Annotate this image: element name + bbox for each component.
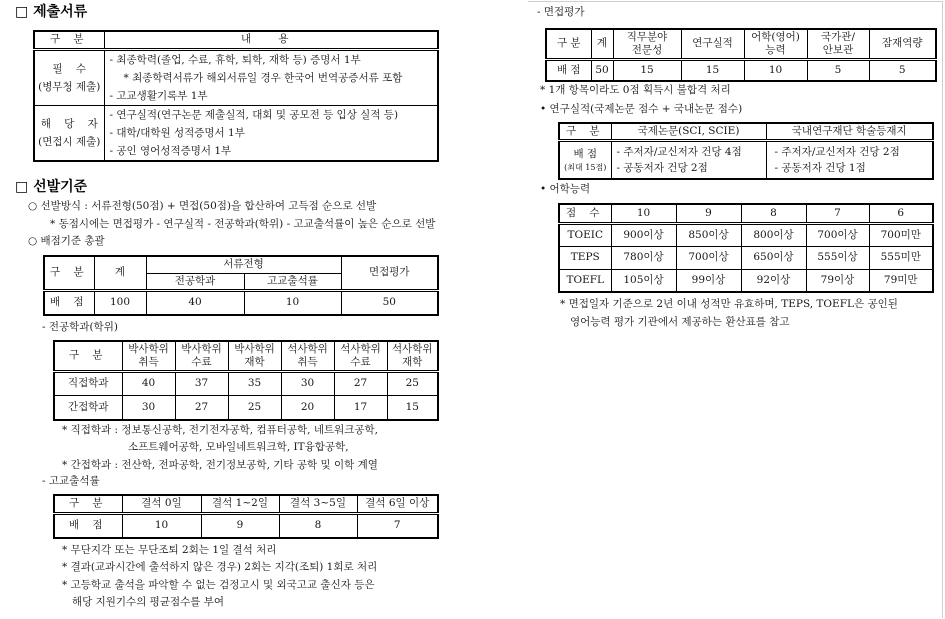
content-line: - 공인 영어성적증명서 1부 (109, 144, 232, 157)
attendance-title: - 고교출석률 (42, 475, 100, 487)
content-line: - 공동저자 건당 1점 (774, 161, 866, 174)
table-cell: 배 점 (44, 290, 94, 315)
table-cell: 555미만 (869, 246, 933, 269)
table-header-cell: 10 (611, 204, 676, 223)
table-header-cell: 구 분 (559, 123, 611, 140)
score-summary-title: ○ 배점기준 총괄 (28, 235, 105, 247)
table-cell: 5 (869, 59, 936, 81)
research-score-table (558, 122, 934, 180)
table-cell: 15 (613, 59, 681, 81)
table-header-row (559, 123, 933, 140)
table-header-cell: 박사학위 재학 (228, 341, 281, 371)
table-cell: 555이상 (806, 246, 869, 269)
table-cell: 105이상 (611, 269, 676, 292)
section-heading-submission: □ 제출서류 (15, 4, 88, 20)
table-cell: 35 (228, 371, 281, 395)
table-header-cell: 결석 1~2일 (201, 495, 279, 513)
table-row (559, 140, 933, 179)
table-row (54, 395, 438, 420)
table-cell: 배 점 (54, 513, 122, 538)
attendance-note: * 결과(교과시간에 출석하지 않은 경우) 2회는 지각(조퇴) 1회로 처리 (62, 561, 378, 573)
table-header-cell: 박사학위 취득 (122, 341, 175, 371)
table-header-cell: 내 용 (104, 31, 438, 49)
row-sublabel: (병무청 제출) (38, 80, 101, 93)
interview-zero-score-note: * 1개 항목이라도 0점 획득시 불합격 처리 (540, 84, 731, 96)
table-cell: 9 (201, 513, 279, 538)
row-label-cell (559, 140, 611, 179)
table-header-cell: 박사학위 수료 (175, 341, 228, 371)
table-cell: 650이상 (741, 246, 806, 269)
table-cell: TOEFL (559, 269, 611, 292)
table-cell: 15 (387, 395, 438, 420)
table-cell: 27 (334, 371, 387, 395)
table-cell: 간접학과 (54, 395, 122, 420)
table-cell: 직접학과 (54, 371, 122, 395)
table-header-cell: 6 (869, 204, 933, 223)
table-cell: 700이상 (806, 223, 869, 246)
row-label: 필 수 (52, 62, 92, 75)
table-header-cell: 8 (741, 204, 806, 223)
content-line: - 주저자/교신저자 건당 4점 (616, 145, 742, 158)
row-label-cell (34, 105, 104, 161)
row-label: 배 점 (573, 147, 598, 160)
table-header-cell: 계 (94, 256, 146, 290)
content-line: - 고교생활기록부 1부 (109, 89, 208, 102)
language-title: • 어학능력 (540, 183, 591, 195)
table-header-cell: 구 분 (54, 341, 122, 371)
table-header-cell: 9 (676, 204, 741, 223)
content-line: - 연구실적(연구논문 제출실적, 대회 및 공모전 등 입상 실적 등) (109, 108, 399, 121)
major-score-table (53, 340, 439, 421)
table-cell: 8 (279, 513, 357, 538)
table-header-cell: 석사학위 수료 (334, 341, 387, 371)
direct-major-note-continued: 소프트웨어공학, 모바일네트워크학, IT융합공학, (128, 441, 349, 453)
table-cell: 850이상 (676, 223, 741, 246)
table-cell: 10 (744, 59, 807, 81)
content-line: - 대학/대학원 성적증명서 1부 (109, 126, 245, 139)
tie-break-note: * 동점시에는 면접평가 - 연구실적 - 전공학과(학위) - 고교출석률이 높은 순으로 선발 (50, 218, 436, 230)
table-cell: 50 (341, 290, 438, 315)
table-header-cell: 면접평가 (341, 256, 438, 290)
table-header-row (54, 495, 438, 513)
table-cell: 900이상 (611, 223, 676, 246)
table-header-cell: 구 분 (546, 29, 591, 59)
table-row (546, 59, 936, 81)
table-header-cell: 고교출석률 (244, 273, 341, 290)
table-header-cell: 구 분 (34, 31, 104, 49)
table-row (559, 246, 933, 269)
table-cell: 30 (281, 371, 334, 395)
table-header-cell: 서류전형 (146, 256, 341, 273)
section-heading-selection: □ 선발기준 (15, 179, 88, 195)
attendance-score-table (53, 494, 439, 539)
table-cell: 92이상 (741, 269, 806, 292)
table-header-cell: 7 (806, 204, 869, 223)
table-header-cell: 결석 6일 이상 (357, 495, 438, 513)
attendance-note: * 고등학교 출석을 파악할 수 없는 검정고시 및 외국고교 출신자 등은 (62, 579, 375, 591)
table-cell: 700이상 (676, 246, 741, 269)
table-header-cell: 국제논문(SCI, SCIE) (611, 123, 766, 140)
table-header-cell: 직무분야 전문성 (613, 29, 681, 59)
table-cell: 99이상 (676, 269, 741, 292)
table-cell: TEPS (559, 246, 611, 269)
table-header-cell: 국가관/ 안보관 (807, 29, 869, 59)
table-cell: 25 (228, 395, 281, 420)
score-summary-table (43, 255, 439, 316)
selection-method: ○ 선발방식 : 서류전형(50점) + 면접(50점)을 합산하여 고득점 순으로 선발 (28, 200, 377, 212)
table-cell: 800이상 (741, 223, 806, 246)
language-note-continued: 영어능력 평가 기관에서 제공하는 환산표를 참고 (570, 316, 790, 328)
table-row (34, 49, 438, 105)
row-sublabel: (면접시 제출) (38, 135, 101, 148)
table-header-cell: 결석 3~5일 (279, 495, 357, 513)
table-header-cell: 전공학과 (146, 273, 244, 290)
row-content-cell (104, 105, 438, 161)
table-cell: 30 (122, 395, 175, 420)
table-row (34, 105, 438, 161)
table-header-cell: 계 (591, 29, 613, 59)
table-cell: 780이상 (611, 246, 676, 269)
table-row (559, 269, 933, 292)
table-header-cell: 어학(영어) 능력 (744, 29, 807, 59)
table-header-row (54, 341, 438, 371)
table-cell: 5 (807, 59, 869, 81)
direct-major-note: * 직접학과 : 정보통신공학, 전기전자공학, 컴퓨터공학, 네트워크공학, (62, 424, 379, 436)
table-row (559, 223, 933, 246)
table-cell: 17 (334, 395, 387, 420)
table-cell: 40 (122, 371, 175, 395)
table-cell: 79이상 (806, 269, 869, 292)
content-line: - 주저자/교신저자 건당 2점 (774, 145, 900, 158)
table-header-cell: 구 분 (44, 256, 94, 290)
table-cell: 79미만 (869, 269, 933, 292)
table-cell: 27 (175, 395, 228, 420)
table-cell: 20 (281, 395, 334, 420)
table-cell: 7 (357, 513, 438, 538)
table-header-cell: 연구실적 (681, 29, 744, 59)
submission-table (33, 30, 439, 162)
table-cell: 15 (681, 59, 744, 81)
table-cell: 50 (591, 59, 613, 81)
table-cell: 10 (122, 513, 201, 538)
table-header-cell: 구 분 (54, 495, 122, 513)
table-row (54, 371, 438, 395)
row-sublabel: (최대 15점) (564, 162, 607, 172)
table-header-cell: 석사학위 재학 (387, 341, 438, 371)
table-header-cell: 결석 0일 (122, 495, 201, 513)
language-score-table (558, 203, 934, 293)
table-cell: 37 (175, 371, 228, 395)
interview-title: - 면접평가 (537, 6, 585, 18)
content-line: * 최종학력서류가 해외서류일 경우 한국어 번역공증서류 포함 (123, 71, 403, 84)
table-cell: 배 점 (546, 59, 591, 81)
table-cell: 700미만 (869, 223, 933, 246)
content-line: - 공동저자 건당 2점 (616, 161, 708, 174)
attendance-note-continued: 해당 지원기수의 평균점수를 부여 (72, 596, 225, 608)
table-cell: 25 (387, 371, 438, 395)
table-header-cell: 석사학위 취득 (281, 341, 334, 371)
domestic-paper-cell (766, 140, 933, 179)
interview-score-table (545, 28, 937, 82)
table-cell: TOEIC (559, 223, 611, 246)
attendance-note: * 무단지각 또는 무단조퇴 2회는 1일 결석 처리 (62, 544, 277, 556)
row-content-cell (104, 49, 438, 105)
table-row (44, 290, 438, 315)
language-note: * 면접일자 기준으로 2년 이내 성적만 유효하며, TEPS, TOEFL은 공인된 (560, 298, 898, 310)
indirect-major-note: * 간접학과 : 전산학, 전파공학, 전기정보공학, 기타 공학 및 이학 계열 (62, 459, 378, 471)
table-cell: 10 (244, 290, 341, 315)
table-cell: 40 (146, 290, 244, 315)
table-header-cell: 잠재역량 (869, 29, 936, 59)
table-header-row (44, 256, 438, 273)
table-cell: 100 (94, 290, 146, 315)
content-line: - 최종학력(졸업, 수료, 휴학, 퇴학, 재학 등) 증명서 1부 (109, 53, 361, 66)
table-header-cell: 국내연구재단 학술등재지 (766, 123, 933, 140)
table-row (54, 513, 438, 538)
table-header-row (34, 31, 438, 49)
table-header-row (559, 204, 933, 223)
research-title: • 연구실적(국제논문 점수 + 국내논문 점수) (540, 103, 743, 115)
row-label: 해 당 자 (40, 117, 103, 130)
table-header-row (546, 29, 936, 59)
international-paper-cell (611, 140, 766, 179)
major-title: - 전공학과(학위) (42, 321, 118, 333)
row-label-cell (34, 49, 104, 105)
table-header-cell: 점 수 (559, 204, 611, 223)
